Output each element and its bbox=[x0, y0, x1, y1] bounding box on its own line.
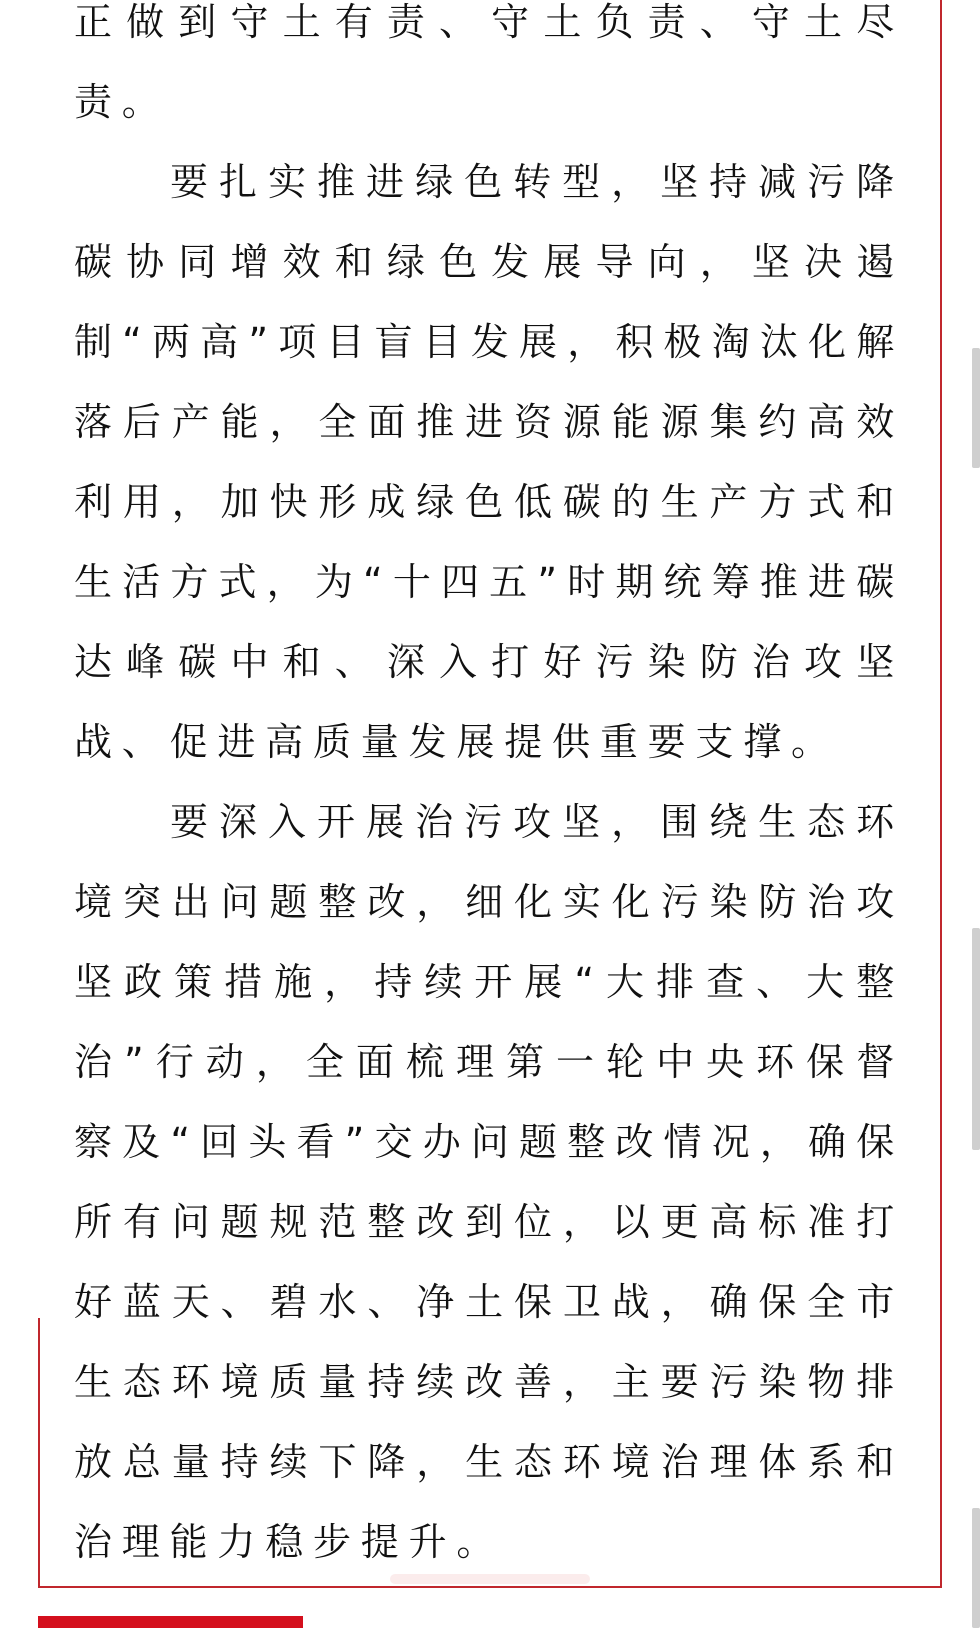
frame-bottom-border bbox=[38, 1586, 942, 1588]
watermark-mark bbox=[390, 1574, 590, 1584]
frame-left-border bbox=[38, 1318, 40, 1588]
scroll-indicator[interactable] bbox=[972, 348, 980, 468]
scroll-indicator[interactable] bbox=[972, 1508, 980, 1628]
paragraph-continuation: 正做到守土有责、守土负责、守土尽责。 bbox=[74, 0, 904, 124]
scroll-indicator[interactable] bbox=[972, 928, 980, 1150]
paragraph-pollution-control: 要深入开展治污攻坚，围绕生态环境突出问题整改，细化实化污染防治攻坚政策措施，持续开展“大排查、大整治”行动，全面梳理第一轮中央环保督察及“回头看”交办问题整改情况，确保所有问题规范整改到位，以更高标准打好蓝天、碧水、净土保卫战，确保全市生态环境质量持续改善，主要污染物排放总量持续下降，生态环境治理体系和治理能力稳步提升。 bbox=[74, 800, 904, 1564]
paragraph-green-transition: 要扎实推进绿色转型，坚持减污降碳协同增效和绿色发展导向，坚决遏制“两高”项目盲目发展，积极淘汰化解落后产能，全面推进资源能源集约高效利用，加快形成绿色低碳的生产方式和生活方式，为“十四五”时期统筹推进碳达峰碳中和、深入打好污染防治攻坚战、促进高质量发展提供重要支撑。 bbox=[74, 160, 904, 764]
section-header-tab bbox=[38, 1616, 303, 1628]
frame-right-border bbox=[940, 0, 942, 1588]
article-body bbox=[74, 0, 904, 1582]
